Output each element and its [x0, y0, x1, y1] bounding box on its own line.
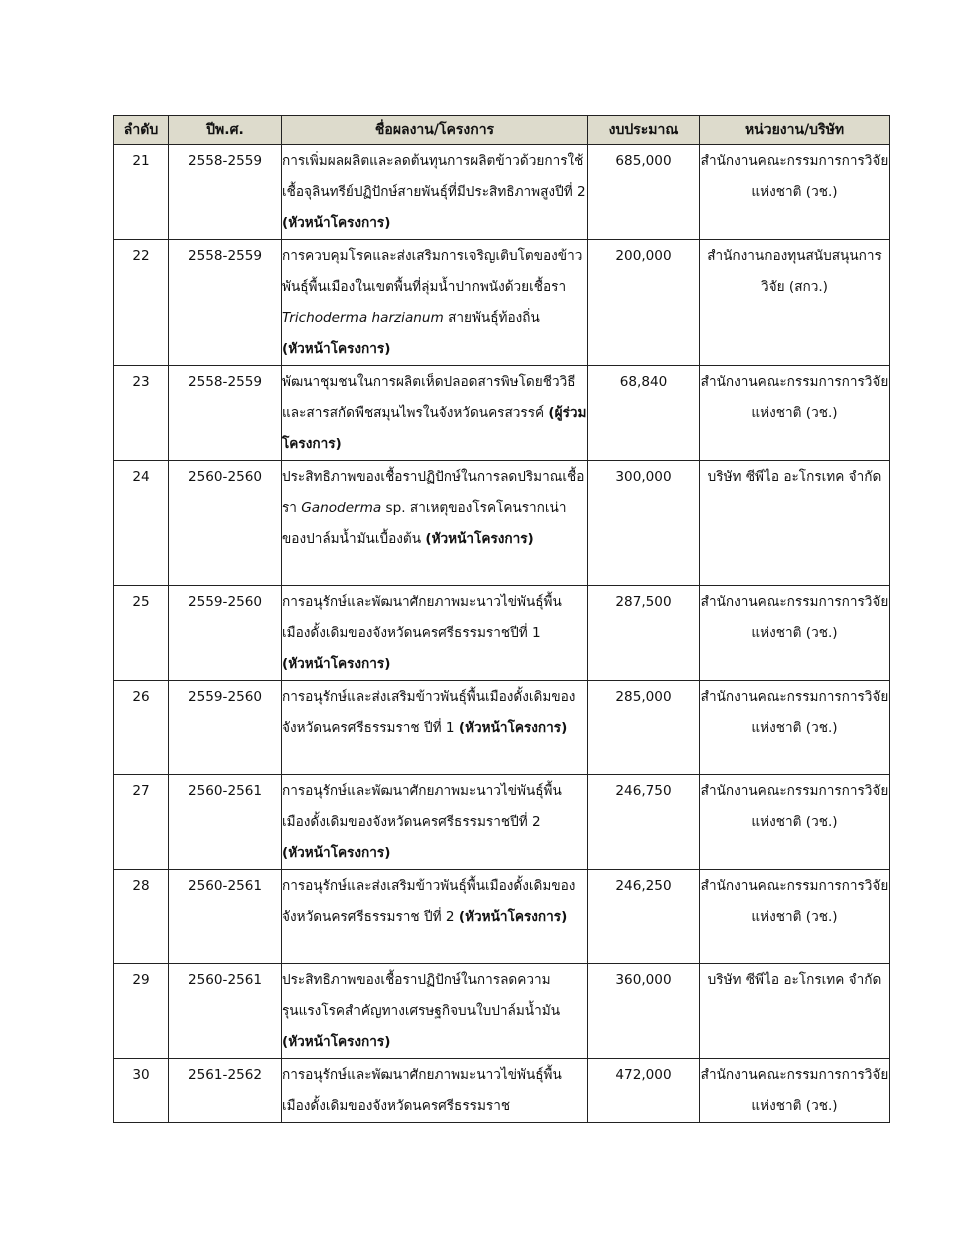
row-agency: สำนักงานคณะกรรมการการวิจัยแห่งชาติ (วช.): [700, 775, 890, 870]
table-row: [114, 461, 890, 586]
row-agency: สำนักงานคณะกรรมการการวิจัยแห่งชาติ (วช.): [700, 1059, 890, 1123]
row-agency: สำนักงานกองทุนสนับสนุนการวิจัย (สกว.): [700, 240, 890, 366]
row-agency: สำนักงานคณะกรรมการการวิจัยแห่งชาติ (วช.): [700, 366, 890, 461]
table-row: [114, 586, 890, 681]
row-title: [282, 461, 588, 586]
row-title: [282, 681, 588, 775]
row-budget: 287,500: [588, 586, 700, 681]
title-role: (ผู้ร่วมโครงการ): [282, 405, 587, 452]
header-title: ชื่อผลงาน/โครงการ: [282, 116, 588, 145]
row-year: 2558-2559: [169, 145, 282, 240]
table-row: [114, 240, 890, 366]
title-role: (หัวหน้าโครงการ): [425, 531, 534, 547]
header-agency: หน่วยงาน/บริษัท: [700, 116, 890, 145]
title-text: การอนุรักษ์และส่งเสริมข้าวพันธุ์พื้นเมืองดั้งเดิมของจังหวัดนครศรีธรรมราช ปีที่ 2: [282, 878, 576, 925]
table-header-row: [114, 116, 890, 145]
row-budget: 246,250: [588, 870, 700, 964]
table-row: [114, 681, 890, 775]
table-row: [114, 775, 890, 870]
title-text: ประสิทธิภาพของเชื้อราปฏิปักษ์ในการลดความรุนแรงโรคสำคัญทางเศรษฐกิจบนใบปาล์มน้ำมัน: [282, 972, 560, 1019]
row-title: [282, 240, 588, 366]
title-text: การอนุรักษ์และส่งเสริมข้าวพันธุ์พื้นเมืองดั้งเดิมของจังหวัดนครศรีธรรมราช ปีที่ 1: [282, 689, 576, 736]
row-year: 2559-2560: [169, 681, 282, 775]
row-number: 24: [114, 461, 169, 586]
row-budget: 68,840: [588, 366, 700, 461]
header-year: ปีพ.ศ.: [169, 116, 282, 145]
header-budget: งบประมาณ: [588, 116, 700, 145]
row-agency: สำนักงานคณะกรรมการการวิจัยแห่งชาติ (วช.): [700, 145, 890, 240]
title-role: (หัวหน้าโครงการ): [458, 720, 568, 736]
table-row: [114, 1059, 890, 1123]
row-number: 23: [114, 366, 169, 461]
title-role: (หัวหน้าโครงการ): [282, 341, 391, 357]
table-row: [114, 964, 890, 1059]
title-text: พัฒนาชุมชนในการผลิตเห็ดปลอดสารพิษโดยชีววิธีและสารสกัดพืชสมุนไพรในจังหวัดนครสวรรค์: [282, 374, 576, 421]
row-agency: สำนักงานคณะกรรมการการวิจัยแห่งชาติ (วช.): [700, 870, 890, 964]
row-title: [282, 870, 588, 964]
row-agency: สำนักงานคณะกรรมการการวิจัยแห่งชาติ (วช.): [700, 586, 890, 681]
row-budget: 200,000: [588, 240, 700, 366]
row-title: [282, 964, 588, 1059]
row-number: 26: [114, 681, 169, 775]
title-role: (หัวหน้าโครงการ): [282, 845, 391, 861]
row-title: [282, 145, 588, 240]
row-number: 25: [114, 586, 169, 681]
row-year: 2560-2561: [169, 775, 282, 870]
row-year: 2560-2561: [169, 964, 282, 1059]
title-text: การอนุรักษ์และพัฒนาศักยภาพมะนาวไข่พันธุ์พื้นเมืองดั้งเดิมของจังหวัดนครศรีธรรมราช: [282, 1067, 562, 1114]
row-number: 29: [114, 964, 169, 1059]
row-budget: 285,000: [588, 681, 700, 775]
title-text: การเพิ่มผลผลิตและลดต้นทุนการผลิตข้าวด้วยการใช้เชื้อจุลินทรีย์ปฏิปักษ์สายพันธุ์ที่มีประสิทธิภาพสูงปีที่ 2: [282, 153, 586, 200]
table-row: [114, 366, 890, 461]
row-title: [282, 366, 588, 461]
row-year: 2560-2561: [169, 870, 282, 964]
projects-table: [113, 115, 890, 1123]
title-role: (หัวหน้าโครงการ): [282, 1034, 391, 1050]
row-budget: 300,000: [588, 461, 700, 586]
row-year: 2560-2560: [169, 461, 282, 586]
title-text: การอนุรักษ์และพัฒนาศักยภาพมะนาวไข่พันธุ์พื้นเมืองดั้งเดิมของจังหวัดนครศรีธรรมราชปีที่ 2: [282, 783, 562, 830]
title-scientific-name: Trichoderma harzianum: [282, 310, 444, 326]
row-title: [282, 1059, 588, 1123]
title-role: (หัวหน้าโครงการ): [458, 909, 568, 925]
row-budget: 472,000: [588, 1059, 700, 1123]
row-year: 2558-2559: [169, 240, 282, 366]
row-budget: 360,000: [588, 964, 700, 1059]
row-agency: สำนักงานคณะกรรมการการวิจัยแห่งชาติ (วช.): [700, 681, 890, 775]
row-agency: บริษัท ซีพีไอ อะโกรเทค จำกัด: [700, 461, 890, 586]
title-role: (หัวหน้าโครงการ): [282, 656, 391, 672]
row-year: 2558-2559: [169, 366, 282, 461]
row-year: 2559-2560: [169, 586, 282, 681]
table-row: [114, 870, 890, 964]
row-budget: 685,000: [588, 145, 700, 240]
title-text-continued: สายพันธุ์ท้องถิ่น: [448, 310, 540, 326]
row-title: [282, 775, 588, 870]
row-year: 2561-2562: [169, 1059, 282, 1123]
table-row: [114, 145, 890, 240]
row-number: 22: [114, 240, 169, 366]
row-agency: บริษัท ซีพีไอ อะโกรเทค จำกัด: [700, 964, 890, 1059]
title-scientific-name: Ganoderma: [301, 500, 382, 516]
row-number: 21: [114, 145, 169, 240]
row-title: [282, 586, 588, 681]
row-number: 30: [114, 1059, 169, 1123]
row-number: 27: [114, 775, 169, 870]
header-no: ลำดับ: [114, 116, 169, 145]
row-number: 28: [114, 870, 169, 964]
title-text: การควบคุมโรคและส่งเสริมการเจริญเติบโตของข้าวพันธุ์พื้นเมืองในเขตพื้นที่ลุ่มน้ำปากพนังด้วยเชื้อรา: [282, 248, 583, 295]
title-text: ประสิทธิภาพของเชื้อราปฏิปักษ์ในการลดปริมาณเชื้อรา: [282, 469, 585, 516]
title-role: (หัวหน้าโครงการ): [282, 215, 391, 231]
title-text-continued: sp. สาเหตุของโรคโคนรากเน่าของปาล์มน้ำมันเบื้องต้น: [282, 500, 567, 547]
title-text: การอนุรักษ์และพัฒนาศักยภาพมะนาวไข่พันธุ์พื้นเมืองดั้งเดิมของจังหวัดนครศรีธรรมราชปีที่ 1: [282, 594, 562, 641]
row-budget: 246,750: [588, 775, 700, 870]
